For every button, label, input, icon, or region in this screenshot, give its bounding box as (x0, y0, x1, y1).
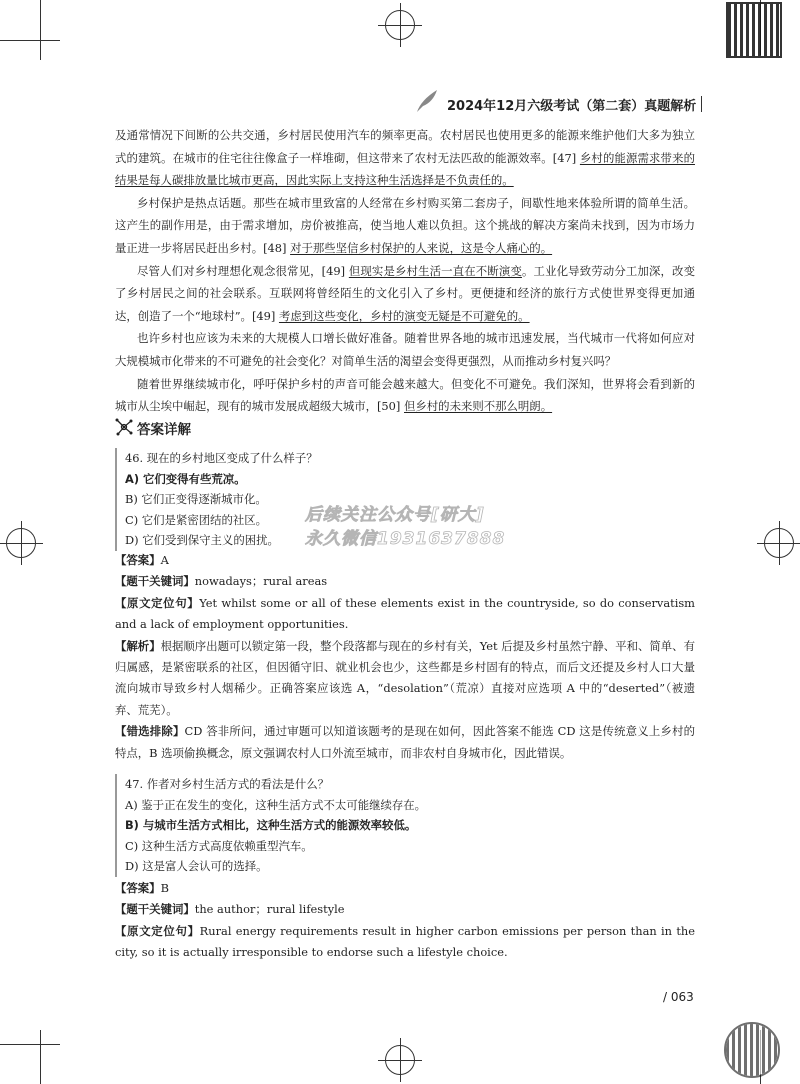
elimination-line: 【错选排除】CD 答非所问，通过审题可以知道该题考的是现在如何，因此答案不能选 CD 这是传统意义上乡村的特点，B 选项偷换概念，原文强调农村人口外流至城市，而非农村自身城市化，因此错误。 (115, 724, 695, 760)
option-b: B) 它们正变得逐渐城市化。 (125, 492, 267, 506)
qr-code-icon (726, 1024, 778, 1076)
page-header (415, 94, 700, 116)
keyword-line: 【题干关键词】nowadays；rural areas (115, 574, 328, 589)
qr-code-icon (728, 4, 780, 56)
location-line: 【原文定位句】Rural energy requirements result in higher carbon emissions per person than in the city, so it is actually irresponsible to endorse such a lifestyle choice. (115, 923, 695, 960)
question-46 (115, 448, 318, 551)
page-number: / 063 (663, 990, 694, 1004)
keyword-line: 【题干关键词】the author；rural lifestyle (115, 902, 345, 917)
crop-mark (40, 1030, 41, 1084)
crop-mark (0, 1044, 60, 1045)
option-c: C) 它们是紧密团结的社区。 (125, 512, 268, 527)
option-c: C) 这种生活方式高度依赖重型汽车。 (125, 838, 313, 853)
paragraph: 也许乡村也应该为未来的大规模人口增长做好准备。随着世界各地的城市迅速发展，当代城市一代将如何应对大规模城市化带来的不可避免的社会变化？对简单生活的渴望会变得更强烈，从而推动乡村复兴吗？ (115, 331, 695, 368)
option-b: B) 与城市生活方式相比，这种生活方式的能源效率较低。 (125, 818, 417, 832)
paragraph: 随着世界继续城市化，呼吁保护乡村的声音可能会越来越大。但变化不可避免。我们深知，世界将会看到新的城市从尘埃中崛起，现有的城市发展成超级大城市，[50] 但乡村的未来则不那么明朗。 (115, 376, 695, 414)
header-divider (701, 96, 703, 112)
registration-mark (6, 528, 36, 558)
answer-line: 【答案】B (115, 881, 169, 895)
option-a: A) 鉴于正在发生的变化，这种生活方式不太可能继续存在。 (125, 797, 427, 812)
option-d: D) 它们受到保守主义的困扰。 (125, 533, 279, 547)
section-title: 答案详解 (137, 422, 191, 438)
answer-line: 【答案】A (115, 553, 169, 567)
question-stem: 46. 现在的乡村地区变成了什么样子？ (125, 451, 318, 465)
network-icon (115, 418, 133, 436)
watermark-line1: 后续关注公众号[研大] (305, 505, 485, 525)
passage (115, 124, 695, 418)
option-d: D) 这是富人会认可的选择。 (125, 859, 268, 873)
explanation-line: 【解析】根据顺序出题可以锁定第一段，整个段落都与现在的乡村有关，Yet 后提及乡村虽然宁静、平和、简单、有归属感，是紧密联系的社区，但因循守旧、就业机会也少，这些都是乡村固有的特点，而后文还提及乡村人口大量流向城市导致乡村人烟稀少。正确答案应该选 A，“desolation”（荒凉）直接对应选项 A 中的“deserted”（被遗弃、荒芜）。 (115, 638, 695, 717)
crop-mark (0, 40, 60, 41)
registration-mark (385, 1045, 415, 1075)
question-stem: 47. 作者对乡村生活方式的看法是什么？ (125, 777, 329, 791)
location-line: 【原文定位句】Yet whilst some or all of these elements exist in the countryside, so do conservatism and a lack of employment opportunities. (115, 595, 695, 632)
header-title: 2024年12月六级考试（第二套）真题解析 (447, 99, 697, 114)
paragraph: 及通常情况下间断的公共交通，乡村居民使用汽车的频率更高。农村居民也使用更多的能源来维护他们大多为独立式的建筑。在城市的住宅往往像盒子一样堆砌，但这带来了农村无法匹敌的能源效率。[47] 乡村的能源需求带来的结果是每人碳排放量比城市更高，因此实际上支持这种生活选择是不负责任的。 (115, 128, 695, 188)
analysis-47 (115, 878, 695, 964)
registration-mark (764, 528, 794, 558)
feather-icon (415, 88, 439, 114)
analysis-46 (115, 550, 695, 764)
crop-mark (40, 0, 41, 60)
option-a: A) 它们变得有些荒凉。 (125, 471, 246, 486)
paragraph: 尽管人们对乡村理想化观念很常见，[49] 但现实是乡村生活一直在不断演变。工业化导致劳动分工加深，改变了乡村居民之间的社会联系。互联网将曾经陌生的文化引入了乡村。更便捷和经济的旅行方式使世界变得更加通达，创造了一个“地球村”。[49] 考虑到这些变化，乡村的演变无疑是不可避免的。 (115, 263, 695, 323)
watermark-line2: 永久微信1931637888 (305, 529, 506, 549)
question-47 (115, 774, 426, 877)
registration-mark (385, 10, 415, 40)
paragraph: 乡村保护是热点话题。那些在城市里致富的人经常在乡村购买第二套房子，间歇性地来体验所谓的简单生活。这产生的副作用是，由于需求增加，房价被推高，使当地人难以负担。这个挑战的解决方案尚未找到，因为市场力量正进一步将居民赶出乡村。[48] 对于那些坚信乡村保护的人来说，这是令人痛心的。 (115, 195, 695, 255)
